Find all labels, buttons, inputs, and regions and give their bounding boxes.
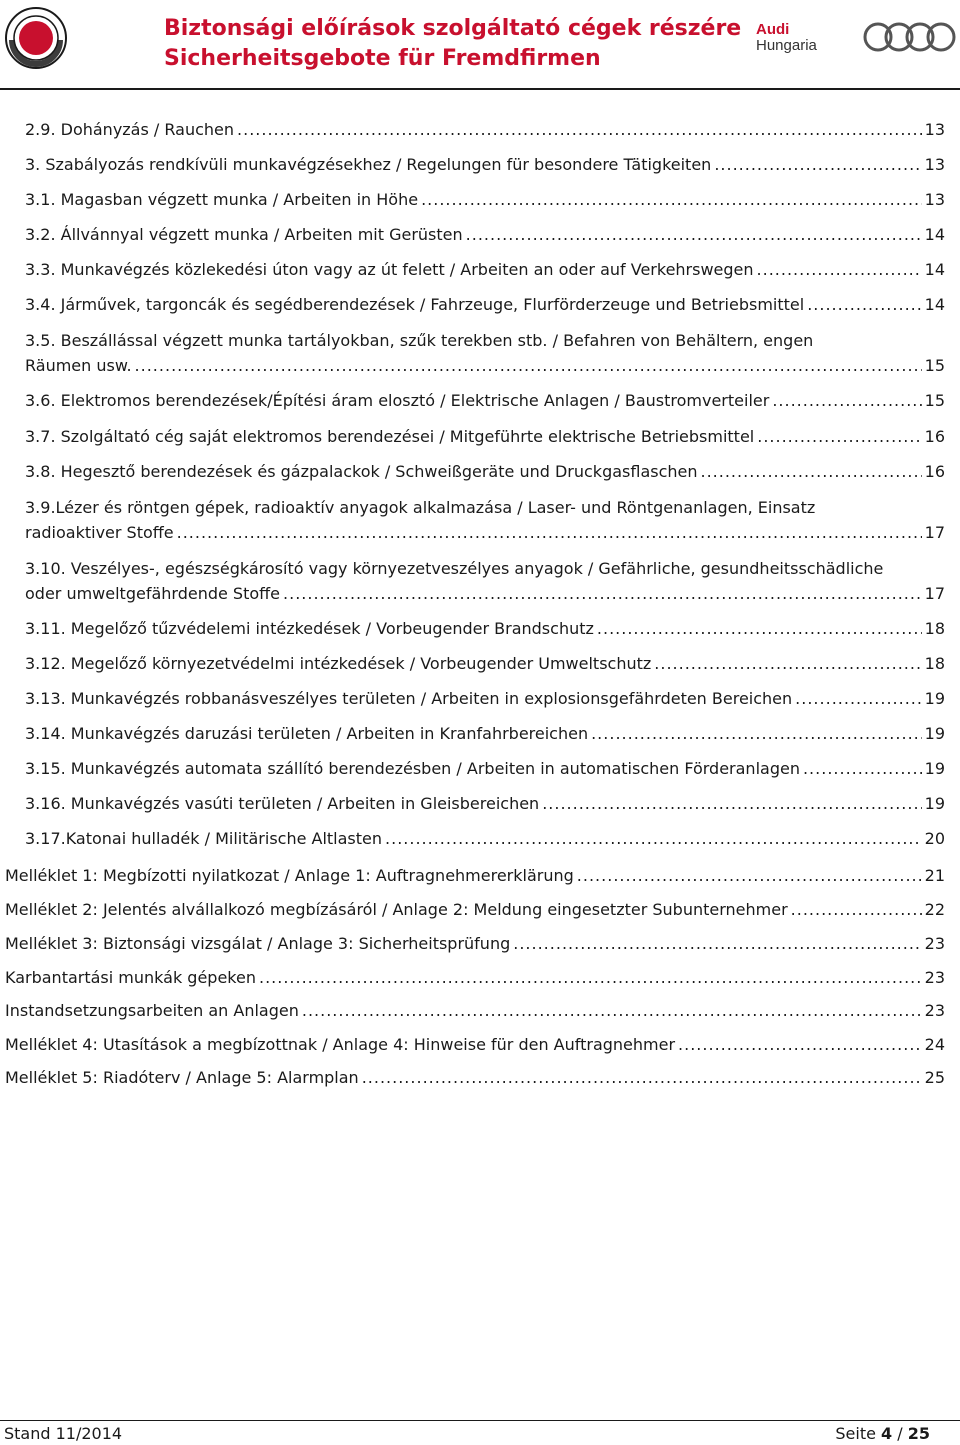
stand-date: Stand 11/2014 (4, 1424, 123, 1443)
toc-entry[interactable] (25, 293, 945, 317)
dot-leader (714, 153, 921, 177)
page-number: Seite 4 / 25 (835, 1424, 930, 1443)
header-rule (0, 88, 960, 90)
toc-page-number: 25 (924, 1068, 945, 1087)
toc-entry[interactable] (25, 827, 945, 851)
dot-leader (654, 652, 921, 676)
toc-entry-text: 3.1. Magasban végzett munka / Arbeiten in Höhe (25, 190, 419, 209)
title-german: Sicherheitsgebote für Fremdfirmen (164, 46, 601, 71)
toc-entry-text: Melléklet 3: Biztonsági vizsgálat / Anlage 3: Sicherheitsprüfung (5, 934, 511, 953)
toc-entry-text: 3.7. Szolgáltató cég saját elektromos berendezései / Mitgeführte elektrische Betriebsmittel (25, 427, 755, 446)
audi-hungaria-wordmark (756, 22, 817, 54)
dot-leader (421, 188, 922, 212)
toc-page-number: 23 (924, 934, 945, 953)
dot-leader (772, 389, 921, 413)
toc-entry-text: 3.2. Állvánnyal végzett munka / Arbeiten mit Gerüsten (25, 225, 463, 244)
page-footer (0, 1420, 960, 1445)
dot-leader (385, 827, 922, 851)
toc-entry[interactable] (25, 425, 945, 449)
toc-page-number: 22 (924, 900, 945, 919)
dot-leader (283, 582, 922, 606)
toc-entry-text: oder umweltgefährdende Stoffe (25, 584, 281, 603)
dot-leader (135, 354, 922, 378)
toc-page-number: 13 (924, 120, 945, 139)
brand-hungaria: Hungaria (756, 37, 817, 54)
dot-leader (577, 864, 922, 888)
toc-page-number: 15 (924, 391, 945, 410)
dot-leader (701, 460, 922, 484)
toc-entry-text: 3.16. Munkavégzés vasúti területen / Arbeiten in Gleisbereichen (25, 794, 540, 813)
page-current: 4 (881, 1424, 893, 1443)
toc-entry-text: 3.4. Járművek, targoncák és segédberendezések / Fahrzeuge, Flurförderzeuge und Betriebsmittel (25, 295, 805, 314)
toc-page-number: 17 (924, 523, 945, 542)
dot-leader (803, 757, 922, 781)
toc-entry-text: 3.8. Hegesztő berendezések és gázpalackok / Schweißgeräte und Druckgasflaschen (25, 462, 698, 481)
dot-leader (791, 898, 922, 922)
toc-page-number: 18 (924, 654, 945, 673)
toc-page-number: 19 (924, 724, 945, 743)
toc-page-number: 21 (924, 866, 945, 885)
toc-page-number: 13 (924, 155, 945, 174)
toc-entry-text: 3.14. Munkavégzés daruzási területen / Arbeiten in Kranfahrbereichen (25, 724, 589, 743)
toc-entry[interactable] (25, 757, 945, 781)
toc-page-number: 23 (924, 1001, 945, 1020)
dot-leader (757, 425, 921, 449)
dot-leader (795, 687, 921, 711)
dot-leader (757, 258, 922, 282)
title-hungarian: Biztonsági előírások szolgáltató cégek részére (164, 16, 742, 41)
toc-entry[interactable] (25, 460, 945, 484)
footer-rule (0, 1420, 960, 1421)
toc-entry-text: 3.13. Munkavégzés robbanásveszélyes területen / Arbeiten in explosionsgefährdeten Bereichen (25, 689, 793, 708)
toc-entry-text: 3.15. Munkavégzés automata szállító berendezésben / Arbeiten in automatischen Förderanlagen (25, 759, 800, 778)
toc-entry-text: Melléklet 1: Megbízotti nyilatkozat / Anlage 1: Auftragnehmererklärung (5, 866, 574, 885)
toc-entry-text: 3.6. Elektromos berendezések/Építési áram elosztó / Elektrische Anlagen / Baustromverteiler (25, 391, 770, 410)
toc-entry-text-line1: 3.5. Beszállással végzett munka tartályokban, szűk terekben stb. / Befahren von Behältern, engen (25, 331, 814, 350)
toc-entry-text: 3.12. Megelőző környezetvédelmi intézkedések / Vorbeugender Umweltschutz (25, 654, 652, 673)
munkabiztonsag-logo-icon (4, 6, 68, 70)
toc-entry-text: Melléklet 2: Jelentés alvállalkozó megbízásáról / Anlage 2: Meldung eingesetzter Subunternehmer (5, 900, 788, 919)
toc-entry[interactable] (25, 153, 945, 177)
toc-page-number: 15 (924, 356, 945, 375)
toc-entry-text: Melléklet 5: Riadóterv / Anlage 5: Alarmplan (5, 1068, 359, 1087)
toc-entry-text: 3.11. Megelőző tűzvédelemi intézkedések / Vorbeugender Brandschutz (25, 619, 594, 638)
page-header (0, 0, 960, 88)
toc-page-number: 19 (924, 759, 945, 778)
dot-leader (259, 966, 922, 990)
toc-page-number: 17 (924, 584, 945, 603)
toc-entry-text: Karbantartási munkák gépeken (5, 968, 256, 987)
brand-audi: Audi (756, 21, 790, 38)
document-title (164, 14, 741, 74)
toc-entry-text: 3.3. Munkavégzés közlekedési úton vagy az út felett / Arbeiten an oder auf Verkehrswegen (25, 260, 754, 279)
toc-entry[interactable] (5, 999, 945, 1023)
audi-rings-icon (862, 20, 956, 54)
toc-entry[interactable] (25, 118, 945, 142)
toc-entry[interactable] (25, 617, 945, 641)
toc-page-number: 19 (924, 689, 945, 708)
toc-entry[interactable] (25, 792, 945, 816)
toc-entry[interactable] (25, 389, 945, 413)
toc-page-number: 16 (924, 462, 945, 481)
toc-entry[interactable] (5, 1033, 945, 1057)
toc-entry-text: 3. Szabályozás rendkívüli munkavégzésekhez / Regelungen für besondere Tätigkeiten (25, 155, 712, 174)
toc-page-number: 14 (924, 295, 945, 314)
toc-page-number: 20 (924, 829, 945, 848)
dot-leader (597, 617, 922, 641)
page-total: 25 (907, 1424, 930, 1443)
toc-entry[interactable] (25, 223, 945, 247)
toc-page-number: 14 (924, 225, 945, 244)
toc-entry[interactable] (5, 1066, 945, 1090)
toc-entry[interactable] (5, 966, 945, 990)
toc-entry-text: 2.9. Dohányzás / Rauchen (25, 120, 235, 139)
dot-leader (591, 722, 922, 746)
toc-entry-text: radioaktiver Stoffe (25, 523, 174, 542)
toc-page-number: 14 (924, 260, 945, 279)
toc-entry-text: Instandsetzungsarbeiten an Anlagen (5, 1001, 299, 1020)
dot-leader (177, 521, 922, 545)
toc-entry[interactable] (25, 188, 945, 212)
dot-leader (362, 1066, 922, 1090)
toc-page-number: 18 (924, 619, 945, 638)
dot-leader (466, 223, 922, 247)
toc-entry-text: Räumen usw. (25, 356, 132, 375)
toc-entry[interactable] (25, 722, 945, 746)
toc-entry[interactable] (5, 864, 945, 888)
toc-entry[interactable] (25, 521, 945, 545)
toc-entry[interactable] (25, 687, 945, 711)
toc-entry[interactable] (25, 652, 945, 676)
toc-entry[interactable] (25, 354, 945, 378)
toc-entry-text: 3.17.Katonai hulladék / Militärische Altlasten (25, 829, 383, 848)
toc-page-number: 23 (924, 968, 945, 987)
toc-page-number: 24 (924, 1035, 945, 1054)
dot-leader (302, 999, 922, 1023)
toc-entry-text: Melléklet 4: Utasítások a megbízottnak / Anlage 4: Hinweise für den Auftragnehmer (5, 1035, 676, 1054)
toc-entry[interactable] (25, 582, 945, 606)
dot-leader (807, 293, 921, 317)
toc-entry[interactable] (5, 932, 945, 956)
toc-entry-text-line1: 3.10. Veszélyes-, egészségkárosító vagy környezetveszélyes anyagok / Gefährliche, gesundheitsschädliche (25, 559, 884, 578)
toc-entry[interactable] (25, 258, 945, 282)
dot-leader (542, 792, 921, 816)
toc-page-number: 13 (924, 190, 945, 209)
dot-leader (678, 1033, 922, 1057)
toc-entry-text-line1: 3.9.Lézer és röntgen gépek, radioaktív anyagok alkalmazása / Laser- und Röntgenanlagen, Einsatz (25, 498, 816, 517)
toc-page-number: 16 (924, 427, 945, 446)
dot-leader (237, 118, 922, 142)
dot-leader (513, 932, 921, 956)
toc-entry[interactable] (5, 898, 945, 922)
toc-page-number: 19 (924, 794, 945, 813)
